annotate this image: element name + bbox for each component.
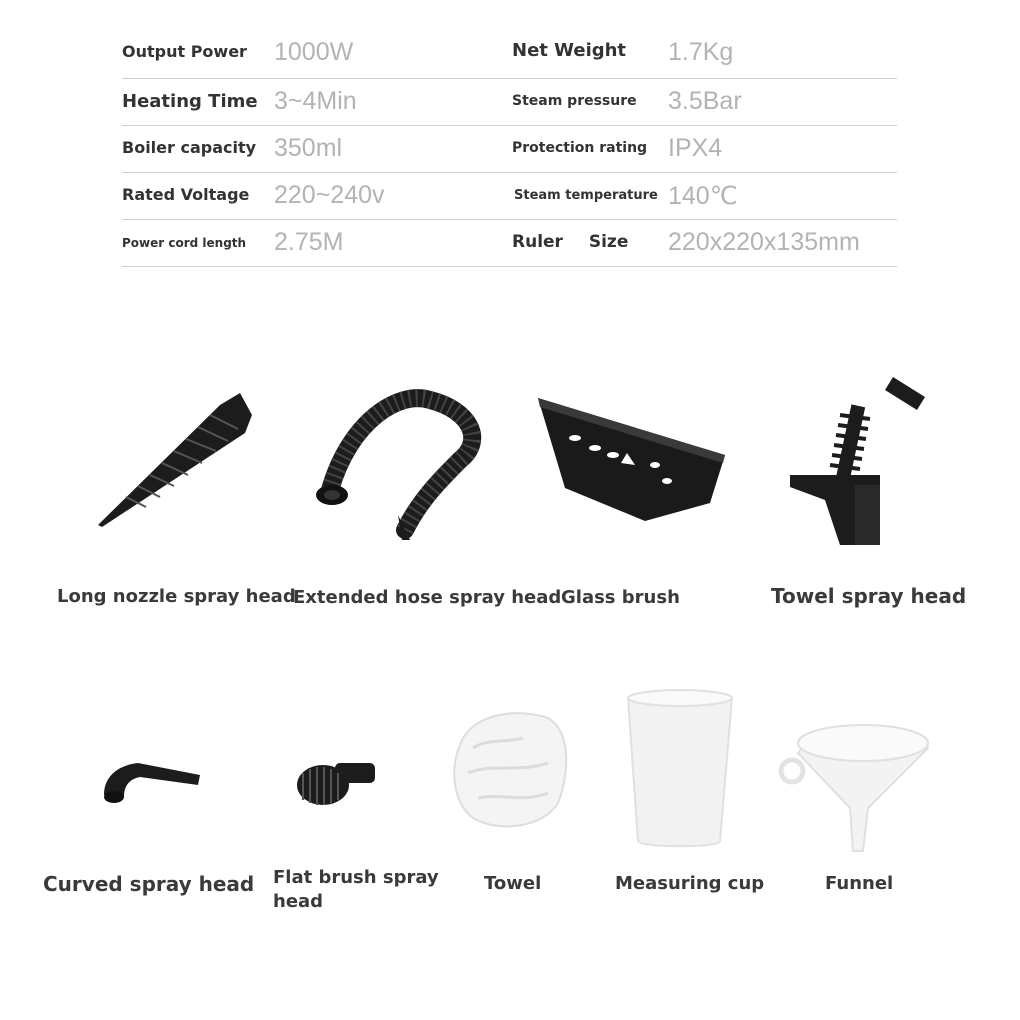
spec-label: Boiler capacity bbox=[122, 138, 257, 157]
accessory-measuring-cup bbox=[620, 686, 740, 851]
accessory-caption: Curved spray head bbox=[43, 872, 255, 896]
spec-value: IPX4 bbox=[668, 134, 723, 162]
accessory-towel-spray-head bbox=[785, 375, 935, 550]
accessory-extended-hose bbox=[310, 380, 500, 540]
accessory-caption: Towel bbox=[484, 873, 542, 894]
accessory-funnel bbox=[778, 713, 933, 853]
spec-value: 3.5Bar bbox=[668, 87, 742, 115]
spec-value: 2.75M bbox=[274, 228, 344, 256]
spec-label-ruler: Ruler bbox=[512, 232, 563, 252]
flat-brush-icon bbox=[295, 755, 380, 810]
accessory-long-nozzle bbox=[90, 385, 260, 535]
spec-label: Steam temperature bbox=[514, 188, 658, 203]
spec-value: 220~240v bbox=[274, 181, 385, 209]
hose-icon bbox=[310, 380, 500, 540]
spec-value: 3~4Min bbox=[274, 87, 357, 115]
spec-table bbox=[122, 30, 897, 267]
spec-label: Power cord length bbox=[122, 236, 247, 250]
funnel-icon bbox=[778, 713, 933, 853]
spec-row bbox=[122, 30, 897, 79]
curved-nozzle-icon bbox=[100, 755, 205, 805]
glass-brush-icon bbox=[535, 393, 730, 523]
spec-value: 140℃ bbox=[668, 182, 738, 210]
spec-value: 1.7Kg bbox=[668, 38, 734, 66]
accessory-flat-brush bbox=[295, 755, 380, 810]
spec-row bbox=[122, 79, 897, 126]
towel-head-icon bbox=[785, 375, 935, 550]
accessory-caption: Funnel bbox=[825, 873, 894, 894]
accessory-caption: Glass brush bbox=[561, 587, 680, 608]
long-nozzle-icon bbox=[90, 385, 260, 535]
accessory-caption: Long nozzle spray head bbox=[57, 586, 296, 607]
accessory-caption: Flat brush spray head bbox=[273, 867, 439, 912]
measuring-cup-icon bbox=[620, 686, 740, 851]
spec-value: 350ml bbox=[274, 134, 343, 162]
spec-label: Steam pressure bbox=[512, 93, 637, 109]
spec-label: Protection rating bbox=[512, 140, 648, 156]
spec-row bbox=[122, 126, 897, 173]
spec-label: Heating Time bbox=[122, 91, 258, 112]
spec-label-ruler-size bbox=[512, 232, 628, 252]
accessory-caption: Towel spray head bbox=[771, 584, 967, 608]
towel-icon bbox=[448, 708, 573, 833]
spec-label: Rated Voltage bbox=[122, 185, 250, 204]
spec-label: Net Weight bbox=[512, 40, 627, 61]
spec-row bbox=[122, 173, 897, 220]
spec-value: 220x220x135mm bbox=[668, 228, 860, 256]
accessory-caption: Extended hose spray head bbox=[293, 587, 562, 608]
accessory-glass-brush bbox=[535, 393, 730, 523]
spec-row bbox=[122, 220, 897, 267]
spec-value: 1000W bbox=[274, 38, 354, 66]
spec-label: Output Power bbox=[122, 42, 247, 61]
accessory-caption: Measuring cup bbox=[615, 873, 765, 894]
spec-label-size: Size bbox=[588, 232, 629, 252]
accessory-curved-spray-head bbox=[100, 755, 205, 805]
accessory-towel bbox=[448, 708, 573, 833]
